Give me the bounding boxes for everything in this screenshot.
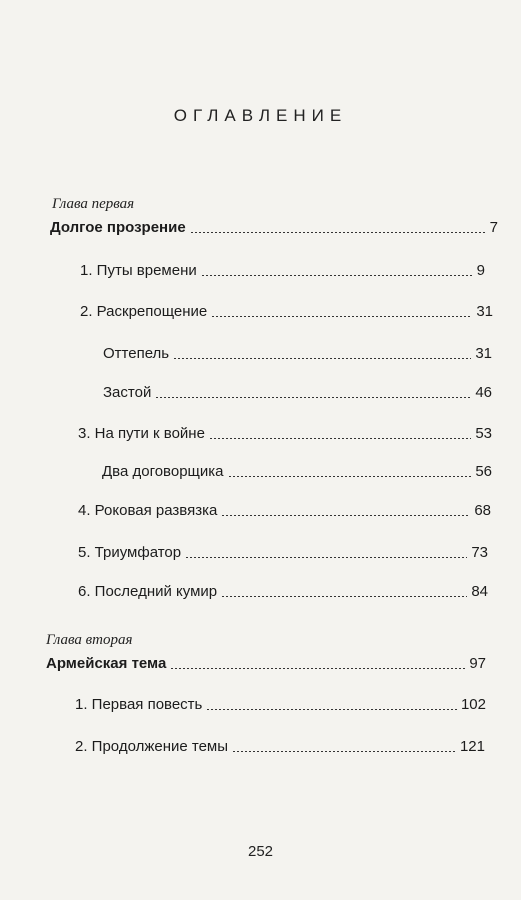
leader-dots: [190, 232, 486, 233]
leader-dots: [228, 476, 472, 477]
chapter-1-title-row: [50, 218, 498, 238]
toc-entry-label: 6. Последний кумир: [78, 583, 218, 600]
leader-dots: [211, 316, 472, 317]
toc-entry-page: 68: [474, 502, 491, 519]
toc-entry-page: 31: [476, 303, 493, 320]
toc-entry: [80, 261, 485, 281]
leader-dots: [170, 668, 465, 669]
toc-entry: [78, 582, 488, 602]
toc-entry: [103, 344, 492, 364]
chapter-2-title: Армейская тема: [46, 655, 167, 672]
toc-entry-label: Оттепель: [103, 345, 170, 362]
toc-entry-page: 56: [475, 463, 492, 480]
toc-entry: [75, 737, 485, 757]
toc-entry-label: Застой: [103, 384, 152, 401]
chapter-1-title: Долгое прозрение: [50, 219, 186, 236]
leader-dots: [209, 438, 471, 439]
toc-entry-page: 73: [471, 544, 488, 561]
toc-entry: [78, 543, 488, 563]
toc-entry-label: 2. Продолжение темы: [75, 738, 229, 755]
toc-entry-page: 9: [476, 262, 485, 279]
toc-entry: [78, 501, 491, 521]
leader-dots: [206, 709, 457, 710]
toc-entry: [78, 424, 492, 444]
toc-entry: [102, 462, 492, 482]
leader-dots: [221, 515, 470, 516]
leader-dots: [232, 751, 456, 752]
toc-entry-label: 5. Триумфатор: [78, 544, 182, 561]
leader-dots: [155, 397, 471, 398]
leader-dots: [173, 358, 471, 359]
toc-entry-page: 53: [475, 425, 492, 442]
toc-entry-label: 1. Путы времени: [80, 262, 197, 279]
toc-entry: [75, 695, 486, 715]
chapter-2-title-row: [46, 654, 486, 674]
leader-dots: [201, 275, 473, 276]
toc-entry-label: 3. На пути к войне: [78, 425, 205, 442]
toc-entry-label: 2. Раскрепощение: [80, 303, 208, 320]
toc-entry-page: 121: [459, 738, 485, 755]
toc-entry-page: 46: [475, 384, 492, 401]
toc-entry-page: 102: [460, 696, 486, 713]
page-title: ОГЛАВЛЕНИЕ: [173, 106, 348, 125]
chapter-2-page: 97: [469, 655, 486, 672]
chapter-2-label: Глава вторая: [46, 632, 133, 648]
toc-entry-page: 31: [475, 345, 492, 362]
page-number: 252: [247, 843, 274, 860]
toc-entry: [103, 383, 492, 403]
chapter-1-page: 7: [489, 219, 498, 236]
toc-entry-label: 1. Первая повесть: [75, 696, 203, 713]
toc-entry: [80, 302, 493, 322]
leader-dots: [221, 596, 467, 597]
toc-entry-label: Два договорщика: [102, 463, 224, 480]
toc-entry-label: 4. Роковая развязка: [78, 502, 218, 519]
leader-dots: [185, 557, 467, 558]
toc-entry-page: 84: [471, 583, 488, 600]
chapter-1-label: Глава первая: [52, 196, 135, 212]
